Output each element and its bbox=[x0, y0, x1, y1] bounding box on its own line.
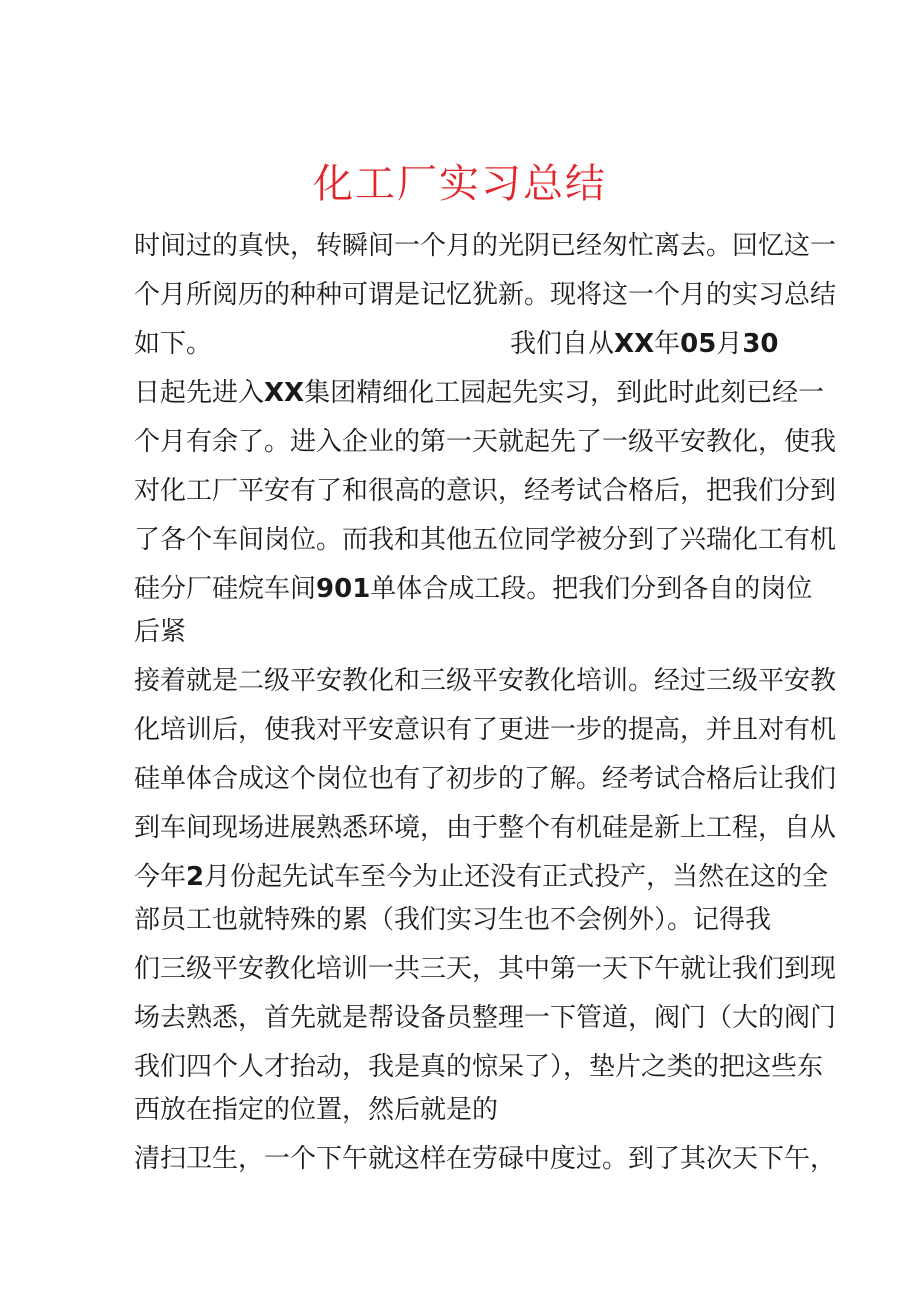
text-segment-bold: 05 bbox=[680, 329, 717, 359]
text-segment-bold: 2 bbox=[186, 862, 205, 892]
text-segment: 时间过的真快，转瞬间一个月的光阴已经匆忙离去。回忆这一 bbox=[134, 231, 837, 261]
text-segment: 化培训后，使我对平安意识有了更进一步的提高，并且对有机 bbox=[134, 715, 837, 745]
text-segment-bold: 901 bbox=[316, 574, 371, 604]
paragraph-line bbox=[134, 277, 837, 313]
paragraph-line bbox=[134, 1049, 824, 1085]
text-segment: 们三级平安教化培训一共三天，其中第一天下午就让我们到现 bbox=[134, 954, 837, 984]
paragraph-line bbox=[134, 522, 837, 558]
text-segment: 场去熟悉，首先就是帮设备员整理一下管道，阀门（大的阀门 bbox=[134, 1003, 837, 1033]
text-segment: 硅单体合成这个岗位也有了初步的了解。经考试合格后让我们 bbox=[134, 764, 837, 794]
paragraph-line bbox=[134, 228, 837, 264]
text-segment: 部员工也就特殊的累（我们实习生也不会例外）。记得我 bbox=[134, 905, 772, 935]
text-segment: 后紧 bbox=[134, 617, 187, 647]
text-segment-bold: 30 bbox=[742, 329, 779, 359]
paragraph-line bbox=[134, 1000, 837, 1036]
text-segment: 日起先进入 bbox=[134, 378, 265, 408]
paragraph-line bbox=[134, 614, 794, 650]
paragraph-line bbox=[134, 712, 837, 748]
paragraph-line bbox=[134, 859, 829, 895]
text-segment: 年 bbox=[654, 329, 681, 359]
paragraph-line bbox=[134, 473, 837, 509]
paragraph-line bbox=[134, 1092, 794, 1128]
text-segment: 到车间现场进展熟悉环境，由于整个有机硅是新上工程，自从 bbox=[134, 813, 837, 843]
paragraph-line bbox=[134, 810, 837, 846]
text-segment: 我们四个人才抬动，我是真的惊呆了），垫片之类的把这些东 bbox=[134, 1052, 824, 1082]
text-segment: 对化工厂平安有了和很高的意识，经考试合格后，把我们分到 bbox=[134, 476, 837, 506]
text-segment-bold: XX bbox=[614, 329, 655, 359]
paragraph-line bbox=[134, 663, 837, 699]
text-segment: 单体合成工段。把我们分到各自的岗位 bbox=[370, 574, 813, 604]
text-segment: 西放在指定的位置，然后就是的 bbox=[134, 1095, 499, 1125]
paragraph-line bbox=[134, 424, 837, 460]
document-title: 化工厂实习总结 bbox=[313, 161, 607, 207]
text-segment: 月份起先试车至今为止还没有正式投产，当然在这的全 bbox=[204, 862, 829, 892]
text-segment: 个月所阅历的种种可谓是记忆犹新。现将这一个月的实习总结 bbox=[134, 280, 837, 310]
text-segment: 接着就是二级平安教化和三级平安教化培训。经过三级平安教 bbox=[134, 666, 837, 696]
text-segment: 个月有余了。进入企业的第一天就起先了一级平安教化，使我 bbox=[134, 427, 837, 457]
text-segment: 清扫卫生，一个下午就这样在劳碌中度过。到了其次天下午， bbox=[134, 1144, 837, 1174]
paragraph-line bbox=[134, 375, 825, 411]
text-segment: 如下。 bbox=[134, 329, 213, 359]
paragraph-line bbox=[134, 326, 794, 362]
text-segment: 硅分厂硅烷车间 bbox=[134, 574, 317, 604]
paragraph-line bbox=[134, 902, 772, 938]
paragraph-line bbox=[134, 1141, 837, 1177]
paragraph-line bbox=[134, 571, 813, 607]
text-segment: 月 bbox=[716, 329, 743, 359]
text-segment: 了各个车间岗位。而我和其他五位同学被分到了兴瑞化工有机 bbox=[134, 525, 837, 555]
paragraph-line bbox=[134, 951, 837, 987]
paragraph-line bbox=[134, 761, 837, 797]
text-segment: 集团精细化工园起先实习，到此时此刻已经一 bbox=[304, 378, 825, 408]
text-segment: 今年 bbox=[134, 862, 187, 892]
text-segment: 我们自从 bbox=[510, 329, 615, 359]
text-segment-bold: XX bbox=[264, 378, 305, 408]
